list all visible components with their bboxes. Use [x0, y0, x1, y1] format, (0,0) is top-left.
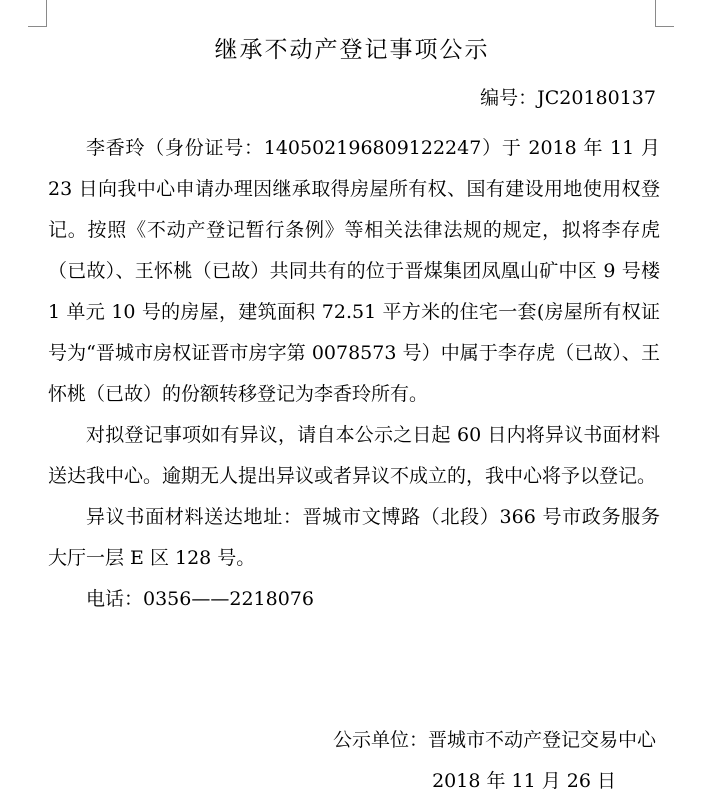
document-title: 继承不动产登记事项公示	[214, 37, 490, 63]
document-number: 编号：JC20180137	[480, 87, 656, 109]
crop-mark-right	[655, 0, 674, 27]
signature-organization: 公示单位：晋城市不动产登记交易中心	[332, 729, 656, 751]
paragraph-objection: 对拟登记事项如有异议，请自本公示之日起 60 日内将异议书面材料送达我中心。逾期无人提出异议或者异议不成立的，我中心将予以登记。	[48, 424, 660, 487]
paragraph-address: 异议书面材料送达地址：晋城市文博路（北段）366 号市政务服务大厅一层 E 区 128 号。	[48, 506, 660, 569]
signature-date: 2018 年 11 月 26 日	[432, 770, 616, 792]
paragraph-phone: 电话：0356——2218076	[86, 588, 314, 610]
crop-mark-left	[28, 0, 47, 27]
paragraph-main: 李香玲（身份证号：140502196809122247）于 2018 年 11 月 23 日向我中心申请办理因继承取得房屋所有权、国有建设用地使用权登记。按照《不动产登记暂行条例》等相关法律法规的规定，拟将李存虎（已故）、王怀桃（已故）共同共有的位于晋煤集团凤凰山矿中区 9 号楼 1 单元 10 号的房屋，建筑面积 72.51 平方米的住宅一套(房屋所有权证号为“晋城市房权证晋市房字第 0078573 号）中属于李存虎（已故）、王怀桃（已故）的份额转移登记为李香玲所有。	[48, 137, 660, 405]
document-body	[48, 128, 660, 620]
